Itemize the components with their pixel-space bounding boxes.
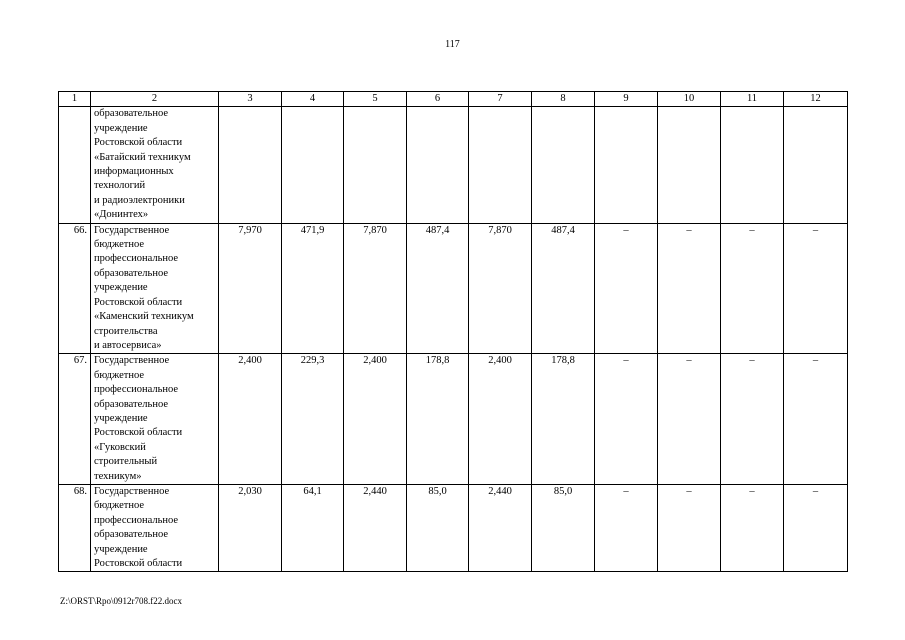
institution-name-line: бюджетное [94, 500, 145, 512]
institution-name-line: Ростовской области [94, 427, 183, 439]
value-cell: 2,030 [219, 484, 282, 571]
column-header: 1 [59, 92, 91, 107]
institution-name-line: образовательное [94, 267, 168, 279]
data-table [58, 91, 848, 572]
institution-name-line: и автосервиса» [94, 339, 162, 351]
institution-name-line: технологий [94, 180, 146, 192]
institution-name-line: учреждение [94, 543, 148, 555]
value-cell: 2,440 [344, 484, 407, 571]
institution-name-line: бюджетное [94, 239, 145, 251]
institution-name-line: техникум» [94, 470, 142, 482]
value-cell: 487,4 [532, 223, 595, 354]
value-cell: 178,8 [532, 354, 595, 485]
value-cell: 7,970 [219, 223, 282, 354]
table-row [59, 107, 848, 223]
institution-name-line: Ростовской области [94, 137, 183, 149]
table-row [59, 223, 848, 354]
institution-name-line: образовательное [94, 398, 168, 410]
table-body [59, 107, 848, 572]
column-header: 5 [344, 92, 407, 107]
table-row [59, 484, 848, 571]
value-cell: – [721, 354, 784, 485]
row-number: 67. [59, 354, 91, 485]
institution-name-line: образовательное [94, 108, 168, 120]
value-cell: – [721, 484, 784, 571]
value-cell: 487,4 [407, 223, 469, 354]
value-cell: 2,400 [469, 354, 532, 485]
table-row [59, 354, 848, 485]
column-header: 2 [91, 92, 219, 107]
institution-name-line: строительства [94, 325, 158, 337]
value-cell: 471,9 [282, 223, 344, 354]
value-cell: 178,8 [407, 354, 469, 485]
institution-name-line: профессиональное [94, 384, 179, 396]
value-cell: – [784, 354, 848, 485]
value-cell: 85,0 [532, 484, 595, 571]
row-number: 68. [59, 484, 91, 571]
value-cell: 7,870 [469, 223, 532, 354]
institution-name [91, 354, 219, 485]
institution-name-line: Государственное [94, 224, 170, 236]
value-cell [784, 107, 848, 223]
value-cell: 85,0 [407, 484, 469, 571]
column-header: 4 [282, 92, 344, 107]
value-cell: 229,3 [282, 354, 344, 485]
value-cell: – [658, 354, 721, 485]
institution-name-line: Ростовской области [94, 558, 183, 569]
column-header: 8 [532, 92, 595, 107]
institution-name-line: профессиональное [94, 253, 179, 265]
header-row [59, 92, 848, 107]
value-cell [344, 107, 407, 223]
page-number: 117 [445, 39, 460, 50]
column-header: 7 [469, 92, 532, 107]
table-header [59, 92, 848, 107]
value-cell: 2,400 [344, 354, 407, 485]
value-cell [469, 107, 532, 223]
value-cell [658, 107, 721, 223]
row-number: 66. [59, 223, 91, 354]
value-cell [532, 107, 595, 223]
institution-name-line: Государственное [94, 355, 170, 367]
column-header: 3 [219, 92, 282, 107]
institution-name-line: «Гуковский [94, 441, 146, 453]
value-cell: – [658, 484, 721, 571]
value-cell [407, 107, 469, 223]
value-cell [721, 107, 784, 223]
institution-name-line: учреждение [94, 412, 148, 424]
institution-name-line: «Донинтех» [94, 209, 149, 221]
institution-name-line: учреждение [94, 282, 148, 294]
value-cell: – [658, 223, 721, 354]
value-cell: – [595, 354, 658, 485]
institution-name-line: Государственное [94, 485, 170, 497]
institution-name [91, 484, 219, 571]
column-header: 10 [658, 92, 721, 107]
column-header: 12 [784, 92, 848, 107]
institution-name-line: «Батайский техникум [94, 151, 191, 163]
value-cell: – [784, 484, 848, 571]
value-cell: 64,1 [282, 484, 344, 571]
value-cell: 2,400 [219, 354, 282, 485]
institution-name [91, 223, 219, 354]
value-cell: – [784, 223, 848, 354]
institution-name-line: учреждение [94, 122, 148, 134]
institution-name-line: бюджетное [94, 369, 145, 381]
value-cell: – [595, 484, 658, 571]
value-cell: 7,870 [344, 223, 407, 354]
column-header: 9 [595, 92, 658, 107]
value-cell: 2,440 [469, 484, 532, 571]
value-cell: – [595, 223, 658, 354]
institution-name-line: «Каменский техникум [94, 311, 194, 323]
value-cell [595, 107, 658, 223]
footer-file-path: Z:\ORST\Rpo\0912r708.f22.docx [60, 596, 182, 606]
institution-name-line: информационных [94, 166, 174, 178]
institution-name-line: Ростовской области [94, 296, 183, 308]
institution-name-line: и радиоэлектроники [94, 194, 185, 206]
institution-name [91, 107, 219, 223]
institution-name-line: профессиональное [94, 514, 179, 526]
institution-name-line: строительный [94, 456, 158, 468]
column-header: 6 [407, 92, 469, 107]
value-cell: – [721, 223, 784, 354]
row-number [59, 107, 91, 223]
column-header: 11 [721, 92, 784, 107]
value-cell [219, 107, 282, 223]
value-cell [282, 107, 344, 223]
institution-name-line: образовательное [94, 529, 168, 541]
